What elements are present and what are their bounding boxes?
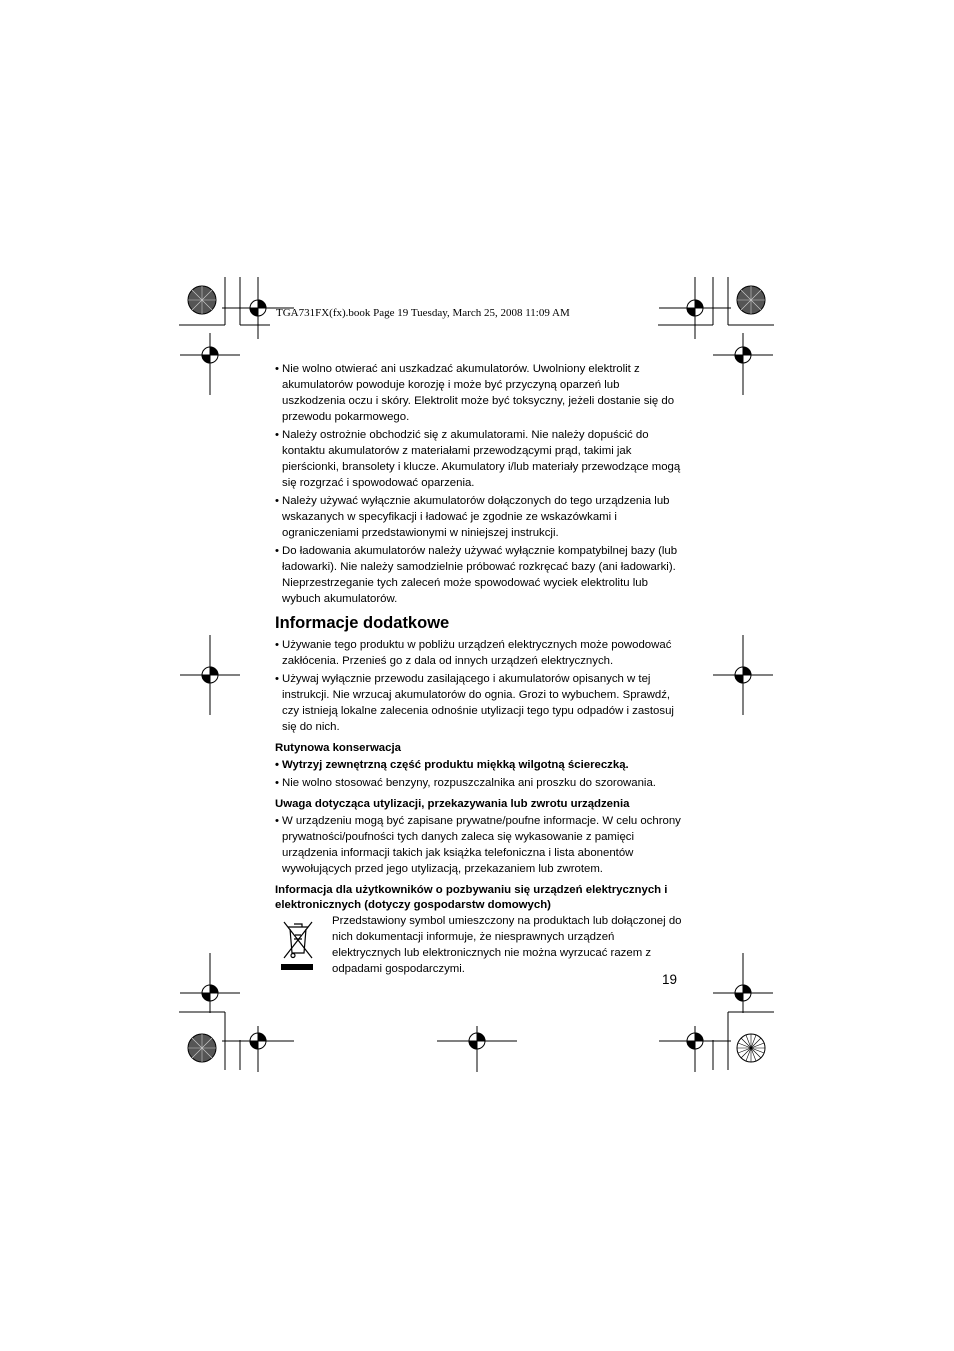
weee-text: Przedstawiony symbol umieszczony na produktach lub dołączonej do nich dokumentacji informuje, że niesprawnych urządzeń elektrycznych lub elektronicznych nie można wyrzucać razem z odpadami gospodarczymi. [332, 915, 682, 975]
disposal-heading: Uwaga dotycząca utylizacji, przekazywania lub zwrotu urządzenia [275, 798, 630, 810]
crossed-out-wheelie-bin-icon [279, 917, 317, 976]
print-header: TGA731FX(fx).book Page 19 Tuesday, March 25, 2008 11:09 AM [276, 307, 570, 319]
section-title: Informacje dodatkowe [275, 614, 450, 632]
list-item: • W urządzeniu mogą być zapisane prywatne/poufne informacje. W celu ochrony prywatności/poufności tych danych zaleca się wykasowanie z pamięci urządzenia informacji takich jak książka telefoniczna i lista abonentów wywołujących przed jego utylizacją, przekazaniem lub zwrotem. [275, 813, 681, 877]
list-item: • Nie wolno otwierać ani uszkadzać akumulatorów. Uwolniony elektrolit z akumulatorów powoduje korozję i może być przyczyną oparzeń lub uszkodzenia oczu i skóry. Elektrolit może być toksyczny, jeżeli dostanie się do przewodu pokarmowego. [275, 361, 681, 425]
list-item: • Wytrzyj zewnętrzną część produktu miękką wilgotną ściereczką. [275, 757, 681, 773]
list-item: • Nie wolno stosować benzyny, rozpuszczalnika ani proszku do szorowania. [275, 775, 681, 791]
list-item: • Używanie tego produktu w pobliżu urządzeń elektrycznych może powodować zakłócenia. Przenieś go z dala od innych urządzeń elektrycznych. [275, 637, 681, 669]
page-number: 19 [662, 972, 678, 987]
list-item: • Należy ostrożnie obchodzić się z akumulatorami. Nie należy dopuścić do kontaktu akumulatorów z materiałami przewodzącymi prąd, takimi jak pierścionki, bransolety i klucze. Akumulatory i/lub materiały przewodzące mogą się rozgrzać i spowodować oparzenia. [275, 427, 681, 491]
weee-notice [275, 913, 681, 975]
weee-heading: Informacja dla użytkowników o pozbywaniu się urządzeń elektrycznych i elektronicznych (dotyczy gospodarstw domowych) [275, 884, 668, 911]
list-item: • Do ładowania akumulatorów należy używać wyłącznie kompatybilnej bazy (lub ładowarki). Nie należy samodzielnie próbować rozkręcać bazy (ani ładowarki). Nieprzestrzeganie tych zaleceń może spowodować wyciek elektrolitu lub wybuch akumulatorów. [275, 543, 681, 607]
list-item: • Należy używać wyłącznie akumulatorów dołączonych do tego urządzenia lub wskazanych w specyfikacji i ładować je zgodnie ze wskazówkami i ograniczeniami przedstawionymi w niniejszej instrukcji. [275, 493, 681, 541]
maintenance-heading: Rutynowa konserwacja [275, 742, 401, 754]
page-content [275, 361, 681, 975]
list-item: • Używaj wyłącznie przewodu zasilającego i akumulatorów opisanych w tej instrukcji. Nie wrzucaj akumulatorów do ognia. Grozi to wybuchem. Sprawdź, czy istnieją lokalne zalecenia odnośnie utylizacji tego typu odpadów i zastosuj się do nich. [275, 671, 681, 735]
